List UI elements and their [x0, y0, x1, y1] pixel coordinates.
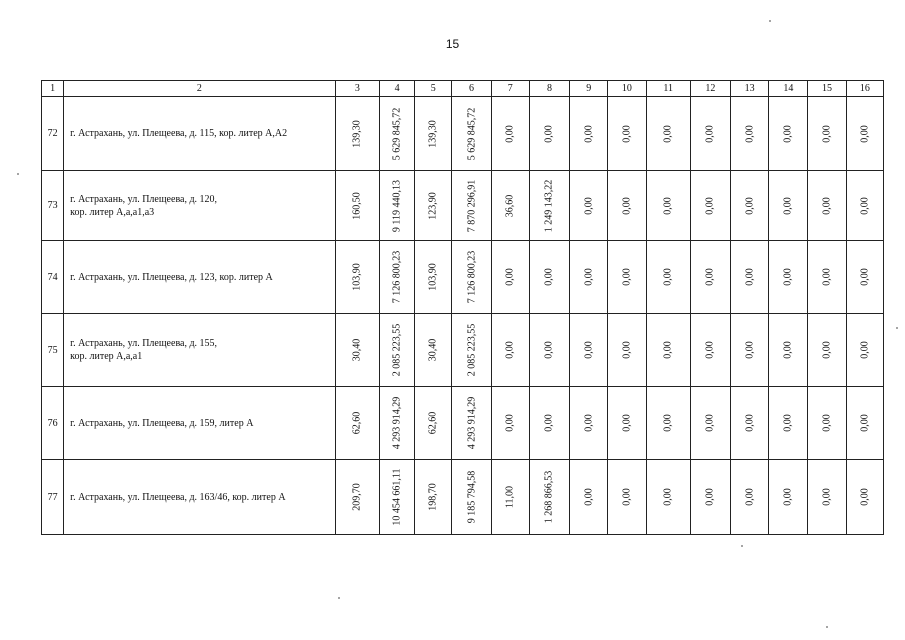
value-text: 0,00: [782, 341, 794, 359]
value-cell: [808, 171, 846, 241]
value-text: 5 629 845,72: [466, 107, 478, 160]
table-row: [42, 97, 884, 171]
value-text: 0,00: [859, 341, 871, 359]
column-header: 11: [646, 81, 690, 97]
value-cell: [769, 171, 808, 241]
page-number: 15: [445, 37, 460, 51]
value-cell: [529, 314, 569, 387]
value-text: 0,00: [662, 124, 674, 143]
value-cell: [379, 314, 414, 387]
address-line: г. Астрахань, ул. Плещеева, д. 163/46, кор. литер А: [70, 491, 286, 503]
value-cell: [731, 171, 769, 241]
value-cell: [646, 460, 690, 535]
value-text: 0,00: [782, 414, 794, 432]
column-header: 4: [379, 81, 414, 97]
value-text: 0,00: [744, 268, 756, 286]
value-text: 30,40: [427, 338, 439, 362]
value-cell: [769, 387, 808, 460]
value-cell: [846, 314, 883, 387]
value-cell: [335, 314, 379, 387]
value-cell: [379, 387, 414, 460]
row-number: 73: [42, 171, 64, 241]
value-cell: [491, 460, 529, 535]
value-cell: [570, 387, 608, 460]
value-cell: [529, 97, 569, 171]
value-text: 0,00: [859, 124, 871, 143]
value-text: 62,60: [351, 411, 363, 435]
value-cell: [731, 460, 769, 535]
value-cell: [452, 387, 491, 460]
address-cell: [64, 171, 336, 241]
value-text: 0,00: [504, 341, 516, 359]
value-cell: [570, 314, 608, 387]
value-cell: [846, 171, 883, 241]
value-cell: [646, 241, 690, 314]
value-cell: [491, 241, 529, 314]
header-row: [42, 81, 884, 97]
value-cell: [452, 241, 491, 314]
value-text: 0,00: [821, 124, 833, 143]
value-cell: [769, 241, 808, 314]
value-text: 0,00: [821, 268, 833, 286]
table-row: [42, 171, 884, 241]
value-cell: [491, 171, 529, 241]
value-cell: [415, 97, 452, 171]
value-text: 11,00: [504, 485, 516, 509]
value-text: 0,00: [704, 488, 716, 506]
value-text: 5 629 845,72: [391, 107, 403, 160]
value-cell: [769, 460, 808, 535]
address-line: кор. литер А,а,а1: [70, 351, 143, 362]
scan-speck: [826, 626, 828, 628]
value-text: 0,00: [621, 488, 633, 506]
row-number: 76: [42, 387, 64, 460]
row-number: 72: [42, 97, 64, 171]
column-header: 14: [769, 81, 808, 97]
value-text: 2 085 223,55: [391, 323, 403, 377]
address-line: г. Астрахань, ул. Плещеева, д. 123, кор. литер А: [70, 271, 273, 283]
column-header: 13: [731, 81, 769, 97]
value-cell: [846, 241, 883, 314]
value-cell: [379, 171, 414, 241]
value-text: 0,00: [704, 341, 716, 359]
value-text: 62,60: [427, 411, 439, 435]
value-text: 0,00: [782, 124, 794, 143]
value-text: 0,00: [583, 488, 595, 506]
value-text: 0,00: [662, 488, 674, 506]
value-text: 4 293 914,29: [466, 396, 478, 450]
value-cell: [415, 171, 452, 241]
value-cell: [452, 171, 491, 241]
value-text: 0,00: [744, 196, 756, 215]
value-text: 0,00: [662, 414, 674, 432]
value-text: 103,90: [351, 263, 363, 291]
value-text: 103,90: [427, 263, 439, 291]
value-text: 0,00: [621, 196, 633, 215]
value-text: 7 126 800,23: [466, 250, 478, 304]
value-text: 0,00: [583, 414, 595, 432]
value-cell: [529, 171, 569, 241]
value-text: 0,00: [821, 341, 833, 359]
value-text: 0,00: [782, 488, 794, 506]
value-text: 2 085 223,55: [466, 323, 478, 377]
value-text: 0,00: [583, 341, 595, 359]
value-cell: [646, 387, 690, 460]
value-cell: [646, 171, 690, 241]
value-cell: [690, 460, 730, 535]
value-text: 10 454 661,11: [391, 468, 403, 526]
address-line: г. Астрахань, ул. Плещеева, д. 159, литер А: [70, 417, 254, 429]
column-header: 6: [452, 81, 491, 97]
value-text: 0,00: [744, 124, 756, 143]
address-line: кор. литер А,а,а1,а3: [70, 206, 155, 218]
table-row: [42, 387, 884, 460]
value-text: 0,00: [859, 488, 871, 506]
value-text: 4 293 914,29: [391, 396, 403, 450]
value-cell: [529, 241, 569, 314]
scan-speck: [338, 597, 340, 599]
value-text: 9 185 794,58: [466, 470, 478, 524]
column-header: 2: [64, 81, 336, 97]
column-header: 15: [808, 81, 846, 97]
value-text: 0,00: [504, 268, 516, 286]
value-text: 0,00: [859, 268, 871, 286]
scan-speck: [769, 20, 771, 22]
value-text: 0,00: [504, 414, 516, 432]
value-text: 198,70: [427, 483, 439, 511]
value-text: 30,40: [351, 338, 363, 362]
value-cell: [608, 97, 646, 171]
value-cell: [690, 97, 730, 171]
value-cell: [608, 460, 646, 535]
value-cell: [415, 241, 452, 314]
value-cell: [808, 241, 846, 314]
value-text: 7 126 800,23: [391, 250, 403, 304]
value-text: 139,30: [427, 119, 439, 148]
table-row: [42, 314, 884, 387]
value-cell: [646, 314, 690, 387]
value-cell: [731, 314, 769, 387]
value-text: 0,00: [782, 268, 794, 286]
column-header: 16: [846, 81, 883, 97]
value-cell: [608, 314, 646, 387]
column-header: 9: [570, 81, 608, 97]
value-text: 0,00: [821, 196, 833, 215]
row-number: 74: [42, 241, 64, 314]
value-text: 0,00: [662, 341, 674, 359]
value-cell: [335, 387, 379, 460]
value-text: 0,00: [744, 488, 756, 506]
value-cell: [769, 314, 808, 387]
address-cell: [64, 314, 336, 387]
value-text: 0,00: [859, 196, 871, 215]
value-cell: [415, 387, 452, 460]
column-header: 8: [529, 81, 569, 97]
value-text: 7 870 296,91: [466, 179, 478, 232]
value-text: 0,00: [621, 268, 633, 286]
value-text: 0,00: [704, 268, 716, 286]
value-text: 0,00: [744, 414, 756, 432]
address-cell: [64, 241, 336, 314]
column-header: 12: [690, 81, 730, 97]
value-text: 0,00: [583, 196, 595, 215]
value-cell: [379, 241, 414, 314]
value-text: 0,00: [543, 341, 555, 359]
value-text: 0,00: [662, 196, 674, 215]
value-cell: [846, 460, 883, 535]
value-cell: [529, 387, 569, 460]
value-cell: [731, 97, 769, 171]
value-text: 0,00: [621, 124, 633, 143]
value-cell: [808, 387, 846, 460]
scan-speck: [741, 545, 743, 547]
value-text: 1 268 866,53: [543, 470, 555, 524]
row-number: 77: [42, 460, 64, 535]
value-cell: [808, 460, 846, 535]
value-text: 0,00: [704, 124, 716, 143]
value-text: 209,70: [351, 483, 363, 511]
value-text: 0,00: [662, 268, 674, 286]
value-cell: [491, 97, 529, 171]
value-cell: [731, 241, 769, 314]
value-cell: [415, 460, 452, 535]
value-cell: [335, 97, 379, 171]
value-text: 139,30: [351, 119, 363, 148]
value-cell: [570, 241, 608, 314]
value-cell: [335, 171, 379, 241]
value-text: 0,00: [583, 124, 595, 143]
value-cell: [452, 97, 491, 171]
value-cell: [335, 460, 379, 535]
value-text: 0,00: [859, 414, 871, 432]
value-text: 9 119 440,13: [391, 179, 403, 232]
value-cell: [491, 387, 529, 460]
value-cell: [570, 97, 608, 171]
value-text: 123,90: [427, 191, 439, 220]
address-line: г. Астрахань, ул. Плещеева, д. 115, кор. литер А,А2: [70, 128, 288, 139]
value-cell: [731, 387, 769, 460]
value-cell: [808, 314, 846, 387]
value-cell: [608, 387, 646, 460]
value-text: 36,60: [504, 194, 516, 217]
value-cell: [452, 314, 491, 387]
value-cell: [570, 460, 608, 535]
value-cell: [846, 97, 883, 171]
column-header: 3: [335, 81, 379, 97]
table-body: [42, 97, 884, 535]
value-text: 0,00: [704, 196, 716, 215]
value-cell: [379, 97, 414, 171]
value-cell: [491, 314, 529, 387]
register-table: [41, 80, 884, 535]
value-cell: [690, 314, 730, 387]
value-text: 0,00: [543, 268, 555, 286]
value-cell: [608, 241, 646, 314]
value-text: 0,00: [621, 414, 633, 432]
address-line: г. Астрахань, ул. Плещеева, д. 120,: [70, 193, 218, 205]
value-text: 0,00: [583, 268, 595, 286]
value-cell: [608, 171, 646, 241]
value-text: 0,00: [782, 196, 794, 215]
value-text: 0,00: [543, 124, 555, 143]
column-header: 5: [415, 81, 452, 97]
value-cell: [529, 460, 569, 535]
value-text: 0,00: [543, 414, 555, 432]
value-cell: [846, 387, 883, 460]
value-cell: [808, 97, 846, 171]
row-number: 75: [42, 314, 64, 387]
scan-speck: [896, 327, 898, 329]
value-cell: [690, 241, 730, 314]
address-line: г. Астрахань, ул. Плещеева, д. 155,: [70, 338, 218, 349]
table-row: [42, 241, 884, 314]
scan-speck: [17, 173, 19, 175]
value-cell: [415, 314, 452, 387]
column-header: 1: [42, 81, 64, 97]
table-row: [42, 460, 884, 535]
address-cell: [64, 387, 336, 460]
address-cell: [64, 97, 336, 171]
value-text: 0,00: [821, 414, 833, 432]
value-cell: [379, 460, 414, 535]
value-text: 0,00: [704, 414, 716, 432]
address-cell: [64, 460, 336, 535]
value-text: 0,00: [504, 124, 516, 143]
value-cell: [452, 460, 491, 535]
value-cell: [335, 241, 379, 314]
column-header: 7: [491, 81, 529, 97]
value-text: 1 249 143,22: [543, 179, 555, 232]
value-cell: [646, 97, 690, 171]
value-cell: [690, 387, 730, 460]
value-cell: [769, 97, 808, 171]
value-text: 0,00: [744, 341, 756, 359]
value-text: 0,00: [821, 488, 833, 506]
value-text: 160,50: [351, 191, 363, 220]
value-text: 0,00: [621, 341, 633, 359]
value-cell: [690, 171, 730, 241]
column-header: 10: [608, 81, 646, 97]
value-cell: [570, 171, 608, 241]
